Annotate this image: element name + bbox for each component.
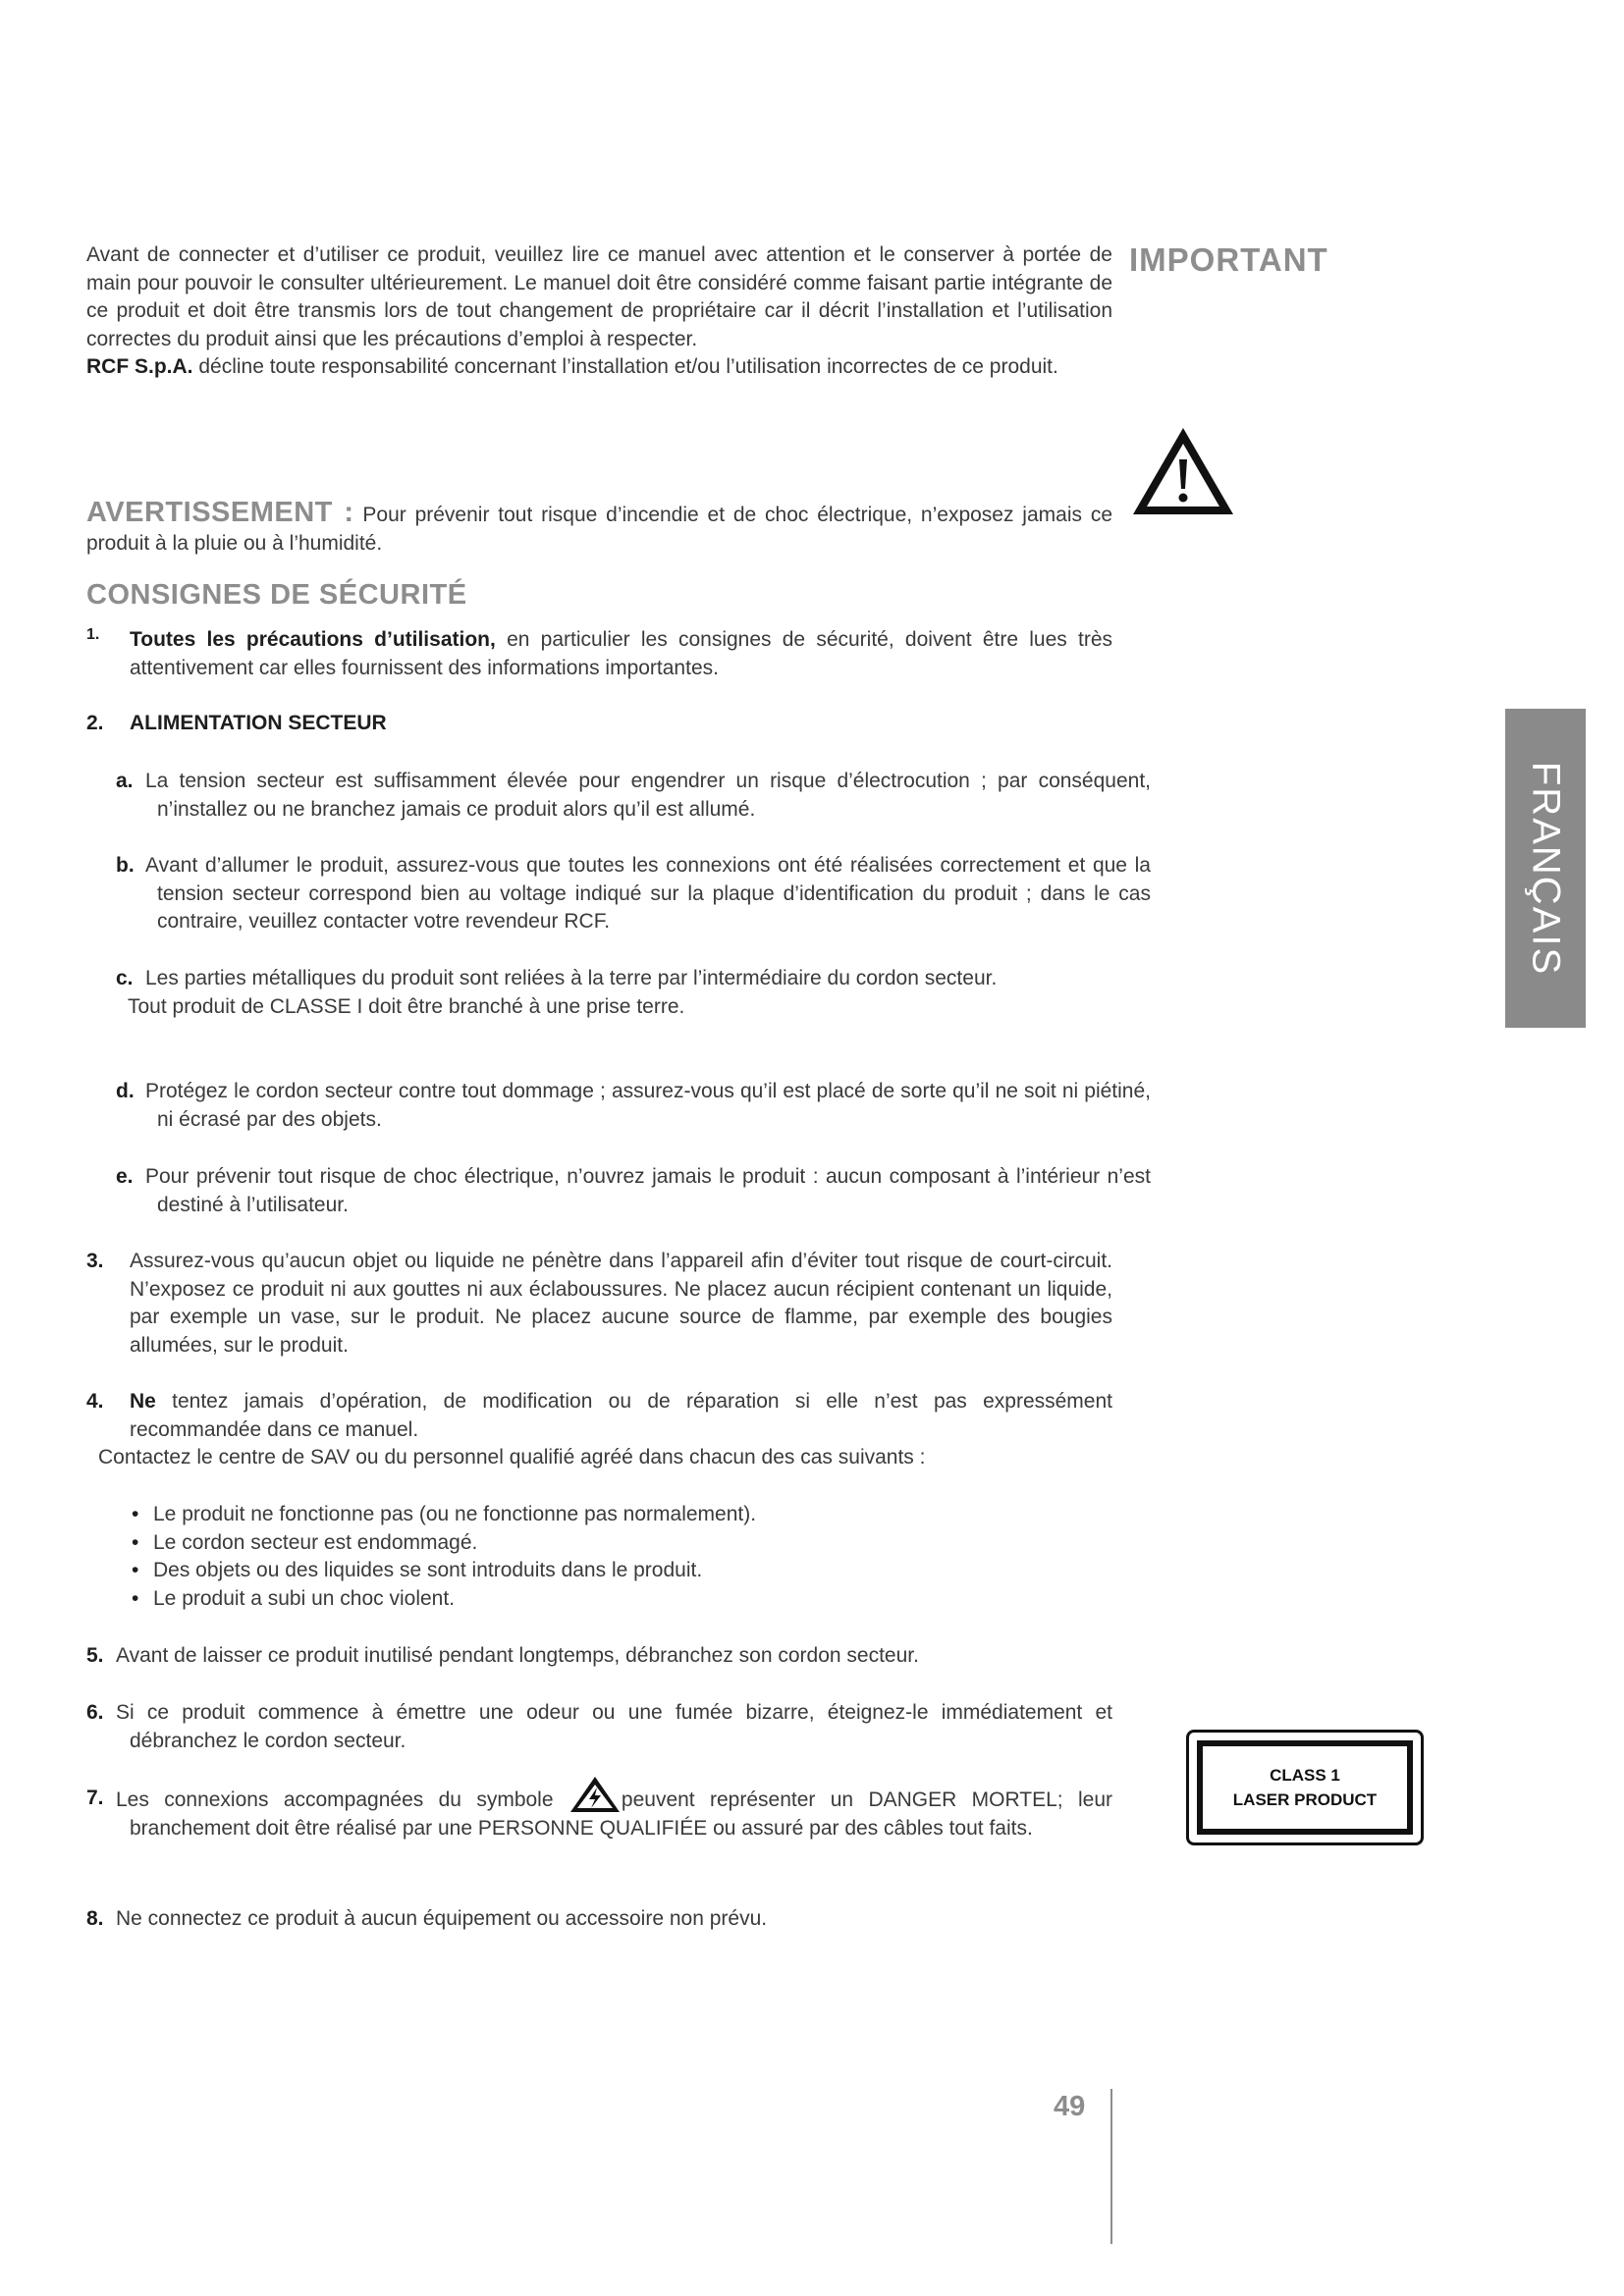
bullet-list [86, 1501, 1112, 1613]
laser-class-label [1186, 1730, 1424, 1845]
page-number-rule [1110, 2089, 1112, 2244]
sub-item-b [86, 852, 1151, 936]
warning-paragraph [86, 499, 1112, 558]
safety-item-3 [86, 1248, 1112, 1360]
item4-bold: Ne [130, 1390, 156, 1413]
safety-item-6 [86, 1699, 1112, 1755]
safety-item-2 [86, 710, 1112, 738]
warning-label: AVERTISSEMENT : [86, 497, 354, 528]
item5-text: Avant de laisser ce produit inutilisé pendant longtemps, débranchez son cordon secteur. [116, 1644, 919, 1667]
sub-label: b. [116, 854, 135, 877]
page-number: 49 [1054, 2091, 1086, 2122]
safety-item-5 [86, 1642, 1112, 1671]
intro-text: Avant de connecter et d’utiliser ce produit, veuillez lire ce manuel avec attention et le conserver à portée de main pour pouvoir le consulter ultérieurement. Le manuel doit être considéré comme faisant partie intégrante de ce produit et doit être transmis lors de tout changement de propriétaire car il décrit l’installation et l’utilisation correctes du produit ainsi que les précautions d’emploi à respecter. [86, 243, 1112, 350]
item3-text: Assurez-vous qu’aucun objet ou liquide ne pénètre dans l’appareil afin d’éviter tout risque de court-circuit. N’exposez ce produit ni aux gouttes ni aux éclaboussures. Ne placez aucun récipient contenant un liquide, par exemple un vase, sur le produit. Ne placez aucune source de flamme, par exemple des bougies allumées, sur le produit. [130, 1250, 1112, 1357]
warning-triangle-icon [1129, 422, 1237, 520]
item1-bold: Toutes les précautions d’utilisation, [130, 628, 496, 651]
item-number: 7. [86, 1787, 104, 1809]
item4-text: tentez jamais d’opération, de modification ou de réparation si elle n’est pas expressément recommandée dans ce manuel. [130, 1390, 1112, 1441]
item4-contact: Contactez le centre de SAV ou du personnel qualifié agréé dans chacun des cas suivants : [98, 1446, 926, 1468]
safety-item-8 [86, 1905, 1112, 1934]
sub-item-c [86, 965, 1112, 1021]
item7-text-a: Les connexions accompagnées du symbole [116, 1789, 554, 1811]
company-name: RCF S.p.A. [86, 355, 193, 378]
laser-line-1: CLASS 1 [1270, 1766, 1340, 1785]
disclaimer-text: décline toute responsabilité concernant l’installation et/ou l’utilisation incorrectes de ce produit. [198, 355, 1058, 378]
sub-item-d [86, 1078, 1151, 1134]
safety-item-4 [86, 1388, 1112, 1472]
laser-line-2: LASER PRODUCT [1232, 1790, 1378, 1809]
safety-item-1 [86, 626, 1112, 682]
sub-text: La tension secteur est suffisamment élevée pour engendrer un risque d’électrocution ; par conséquent, n’installez ou ne branchez jamais ce produit alors qu’il est allumé. [145, 770, 1151, 821]
sub-item-e [86, 1163, 1151, 1219]
language-tab [1505, 709, 1586, 1028]
item-number: 8. [86, 1907, 104, 1930]
sub-label: a. [116, 770, 134, 792]
list-item: • Des objets ou des liquides se sont introduits dans le produit. [130, 1557, 1112, 1585]
sub-label: e. [116, 1165, 134, 1188]
sub-label: c. [116, 967, 134, 989]
list-item: • Le produit a subi un choc violent. [130, 1585, 1112, 1614]
sub-text: Les parties métalliques du produit sont reliées à la terre par l’intermédiaire du cordon secteur. [145, 967, 998, 989]
safety-item-7 [86, 1775, 1112, 1842]
item8-text: Ne connectez ce produit à aucun équipement ou accessoire non prévu. [116, 1907, 768, 1930]
important-heading: IMPORTANT [1129, 241, 1328, 278]
electric-shock-warning-icon [568, 1775, 622, 1814]
item-number: 4. [86, 1390, 104, 1413]
item-number: 2. [86, 712, 104, 734]
item-number: 6. [86, 1701, 104, 1724]
sub-text: Protégez le cordon secteur contre tout dommage ; assurez-vous qu’il est placé de sorte qu’il ne soit ni piétiné, ni écrasé par des objets. [145, 1080, 1151, 1131]
sub-label: d. [116, 1080, 135, 1102]
item6-text: Si ce produit commence à émettre une odeur ou une fumée bizarre, éteignez-le immédiatement et débranchez le cordon secteur. [116, 1701, 1112, 1752]
item-number: 1. [86, 626, 100, 643]
item-number: 3. [86, 1250, 104, 1272]
language-tab-label: FRANÇAIS [1524, 761, 1568, 976]
sub-text: Avant d’allumer le produit, assurez-vous que toutes les connexions ont été réalisées correctement et que la tension secteur correspond bien au voltage indiqué sur la plaque d’identification du produit ; dans le cas contraire, veuillez contacter votre revendeur RCF. [145, 854, 1151, 933]
warning-text: Pour prévenir tout risque d’incendie et de choc électrique, n’exposez jamais ce produit à la pluie ou à l’humidité. [86, 504, 1112, 555]
sub-item-a [86, 768, 1151, 824]
sub-text: Pour prévenir tout risque de choc électrique, n’ouvrez jamais le produit : aucun composant à l’intérieur n’est destiné à l’utilisateur. [145, 1165, 1151, 1216]
intro-paragraph [86, 241, 1112, 382]
item1-text: en particulier les consignes de sécurité, doivent être lues très attentivement car elles fournissent des informations importantes. [130, 628, 1113, 679]
list-item: • Le produit ne fonctionne pas (ou ne fonctionne pas normalement). [130, 1501, 1112, 1529]
safety-heading: CONSIGNES DE SÉCURITÉ [86, 579, 467, 611]
sub-text-2: Tout produit de CLASSE I doit être branché à une prise terre. [128, 994, 685, 1018]
item2-heading: ALIMENTATION SECTEUR [130, 712, 387, 734]
list-item: • Le cordon secteur est endommagé. [130, 1529, 1112, 1558]
item7-text-b: peuvent représenter un DANGER MORTEL; leur branchement doit être réalisé par une PERSONNE QUALIFIÉE ou assuré par des câbles tout faits. [130, 1789, 1113, 1840]
item-number: 5. [86, 1644, 104, 1667]
